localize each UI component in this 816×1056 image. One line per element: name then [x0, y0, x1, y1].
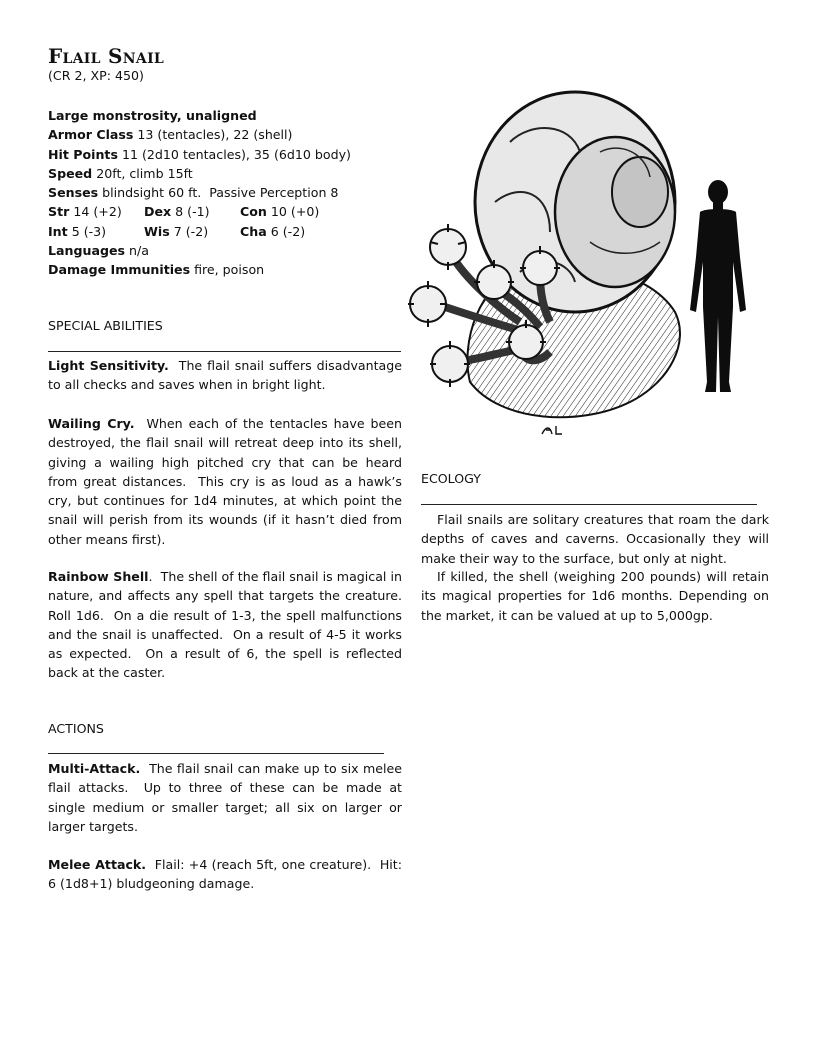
- special-abilities-heading: SPECIAL ABILITIES: [48, 318, 163, 333]
- ability-name: Rainbow Shell: [48, 569, 149, 584]
- senses-label: Senses: [48, 185, 99, 201]
- ability-name: Wailing Cry.: [48, 416, 135, 431]
- ability-label: Con: [240, 204, 267, 220]
- ecology-heading: ECOLOGY: [421, 471, 481, 486]
- ability-text: The flail snail suffers disadvantage to all checks and saves when in bright light.: [48, 358, 407, 393]
- ecology-paragraph-1: Flail snails are solitary creatures that roam the dark depths of caves and caverns. Occasionally they will make their way to the surface, but only at night.: [421, 512, 769, 566]
- action-melee-attack: [48, 855, 406, 894]
- ability-wailing-cry: [48, 414, 407, 549]
- actions-heading: ACTIONS: [48, 721, 104, 736]
- section-divider: [48, 753, 384, 754]
- ability-dex: [144, 202, 240, 221]
- hit-points-row: [48, 145, 351, 164]
- ability-label: Dex: [144, 204, 172, 220]
- section-divider: [48, 351, 401, 352]
- ability-text: When each of the tentacles have been destroyed, the flail snail will retreat deep into its shell, giving a wailing high pitched cry that can be heard from great distances. This cry is as loud as a hawk’s cry, but continues for 1d4 minutes, at which point the snail will perish from its wounds (if it hasn’t died from other means first).: [48, 416, 407, 547]
- ability-cha: [240, 222, 336, 241]
- human-silhouette: [690, 180, 746, 392]
- ability-value: 6 (-2): [270, 223, 306, 239]
- creature-type: Large monstrosity, unaligned: [48, 108, 257, 123]
- languages-row: [48, 241, 351, 260]
- armor-class-row: [48, 125, 351, 144]
- speed-value: 20ft, climb 15ft: [96, 165, 193, 181]
- ability-value: 14 (+2): [73, 204, 122, 220]
- ability-label: Int: [48, 223, 68, 239]
- challenge-rating: (CR 2, XP: 450): [48, 68, 144, 83]
- ability-value: 7 (-2): [173, 223, 209, 239]
- action-name: Multi-Attack.: [48, 761, 141, 776]
- action-text: The flail snail can make up to six melee flail attacks. Up to three of these can be made at single medium or smaller target; all six on larger or larger targets.: [48, 761, 407, 834]
- armor-class-label: Armor Class: [48, 127, 134, 143]
- speed-label: Speed: [48, 165, 93, 181]
- senses-value: blindsight 60 ft. Passive Perception 8: [102, 185, 339, 201]
- ability-light-sensitivity: [48, 356, 407, 395]
- ability-int: [48, 222, 144, 241]
- armor-class-value: 13 (tentacles), 22 (shell): [137, 127, 293, 143]
- hit-points-value: 11 (2d10 tentacles), 35 (6d10 body): [121, 146, 351, 162]
- languages-label: Languages: [48, 243, 126, 259]
- ability-row-2: [48, 222, 351, 241]
- ability-str: [48, 202, 144, 221]
- ecology-paragraph-2: If killed, the shell (weighing 200 pounds) will retain its magical properties for 1d6 months. Depending on the market, it can be valued at up to 5,000gp.: [421, 569, 769, 623]
- stat-block: [48, 106, 351, 280]
- ability-rainbow-shell: [48, 567, 411, 683]
- ability-wis: [144, 222, 240, 241]
- flail-head: [477, 265, 511, 299]
- flail-head: [509, 325, 543, 359]
- ability-value: 5 (-3): [71, 223, 107, 239]
- flail-snail-illustration: [400, 82, 760, 444]
- speed-row: [48, 164, 351, 183]
- ability-label: Cha: [240, 223, 267, 239]
- flail-head: [523, 251, 557, 285]
- ability-text: . The shell of the flail snail is magical in nature, and affects any spell that targets the creature. Roll 1d6. On a die result of 1-3, the spell malfunctions and the snail is unaffected. On a result of 4-5 it works as expected. On a result of 6, the spell is reflected back at the caster.: [48, 569, 411, 681]
- creature-name: Flail Snail: [48, 44, 165, 68]
- languages-value: n/a: [129, 243, 149, 259]
- action-text: Flail: +4 (reach 5ft, one creature). Hit: 6 (1d8+1) bludgeoning damage.: [48, 857, 406, 892]
- artist-signature-mark: [542, 426, 562, 434]
- action-multi-attack: [48, 759, 407, 836]
- ability-con: [240, 202, 336, 221]
- damage-immunities-label: Damage Immunities: [48, 262, 191, 278]
- action-name: Melee Attack.: [48, 857, 147, 872]
- section-divider: [421, 504, 757, 505]
- senses-row: [48, 183, 351, 202]
- ability-row-1: [48, 202, 351, 221]
- flail-head: [430, 229, 466, 265]
- ability-label: Str: [48, 204, 70, 220]
- damage-immunities-value: fire, poison: [194, 262, 265, 278]
- ability-value: 10 (+0): [270, 204, 320, 220]
- ability-value: 8 (-1): [175, 204, 210, 220]
- flail-head: [432, 346, 468, 382]
- hit-points-label: Hit Points: [48, 146, 118, 162]
- ability-label: Wis: [144, 223, 170, 239]
- damage-immunities-row: [48, 260, 351, 279]
- ability-name: Light Sensitivity.: [48, 358, 169, 373]
